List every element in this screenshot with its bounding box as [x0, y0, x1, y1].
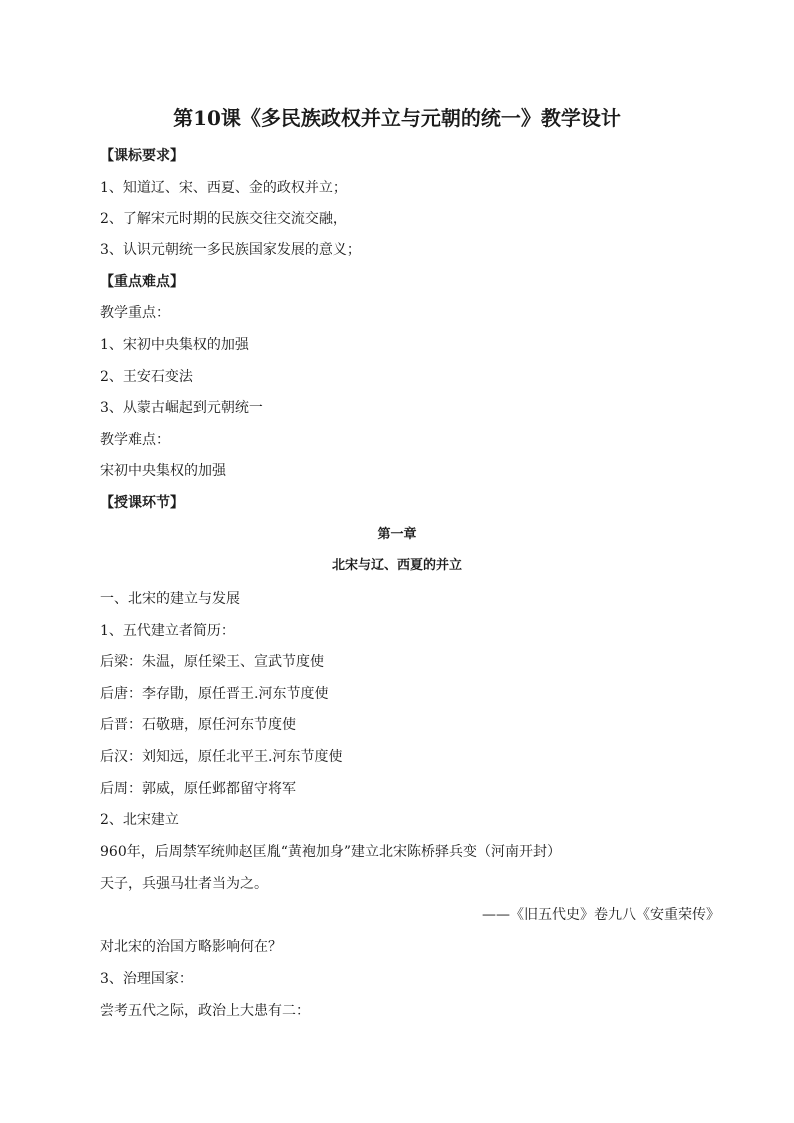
difficulty-item: 宋初中央集权的加强	[100, 463, 226, 479]
difficulty-label: 教学难点：	[100, 432, 170, 448]
key-focus-item-3: 3、从蒙古崛起到元朝统一	[100, 400, 263, 416]
key-focus-item-2: 2、王安石变法	[100, 369, 193, 385]
item-1-heading: 1、五代建立者简历：	[100, 623, 235, 639]
chapter-number: 第一章	[377, 527, 417, 542]
dynasty-item-2: 后唐：李存勖，原任晋王.河东节度使	[100, 686, 329, 702]
quote-text: 天子，兵强马壮者当为之。	[100, 876, 268, 892]
quote-source: ——《旧五代史》卷九八《安重荣传》	[482, 907, 720, 923]
chapter-title: 北宋与辽、西夏的并立	[331, 558, 462, 573]
lesson-heading: 【授课环节】	[100, 495, 184, 511]
standard-item-3: 3、认识元朝统一多民族国家发展的意义；	[100, 242, 361, 258]
dynasty-item-4: 后汉：刘知远，原任北平王.河东节度使	[100, 749, 343, 765]
key-focus-label: 教学重点：	[100, 305, 170, 321]
dynasty-item-3: 后晋：石敬瑭，原任河东节度使	[100, 717, 296, 733]
standards-heading: 【课标要求】	[100, 148, 184, 164]
dynasty-item-1: 后梁：朱温，原任梁王、宣武节度使	[100, 654, 324, 670]
dynasty-item-5: 后周：郭威，原任邺都留守将军	[100, 781, 296, 797]
key-difficulty-heading: 【重点难点】	[100, 274, 184, 290]
standard-item-2: 2、了解宋元时期的民族交往交流交融，	[100, 211, 347, 227]
item-2-heading: 2、北宋建立	[100, 812, 179, 828]
standard-item-1: 1、知道辽、宋、西夏、金的政权并立；	[100, 180, 347, 196]
key-focus-item-1: 1、宋初中央集权的加强	[100, 337, 249, 353]
part-1-heading: 一、北宋的建立与发展	[100, 591, 240, 607]
paragraph-last-line: 尝考五代之际，政治上大患有二：	[100, 1003, 310, 1019]
question-text: 对北宋的治国方略影响何在？	[100, 939, 282, 955]
founding-paragraph: 960年，后周禁军统帅赵匡胤“黄袍加身”建立北宋陈桥驿兵变（河南开封）	[100, 844, 562, 860]
document-title: 第10课《多民族政权并立与元朝的统一》教学设计	[173, 106, 621, 130]
item-3-heading: 3、治理国家：	[100, 971, 193, 987]
